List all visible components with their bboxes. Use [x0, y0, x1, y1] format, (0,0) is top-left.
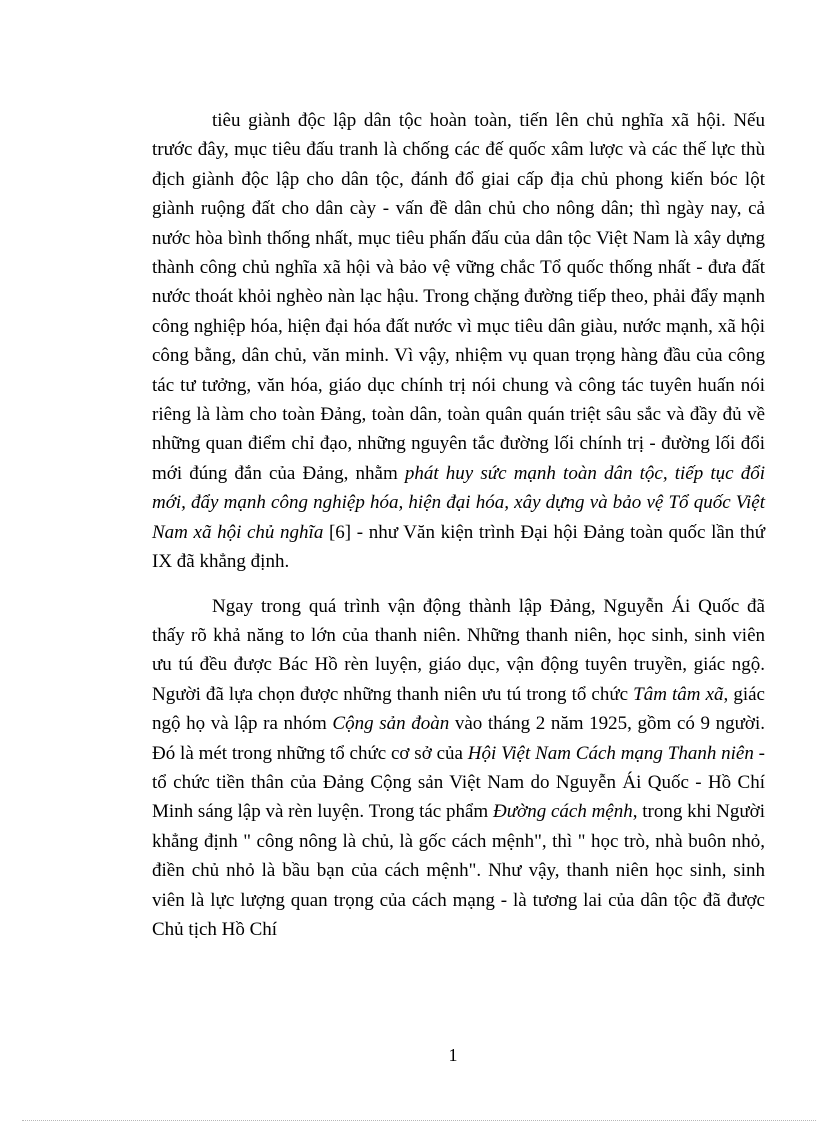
text-run: , trong khi Người khẳng định " công nông là chủ, là gốc cách mệnh", thì " học trò, nhà buôn nhỏ, điền chủ nhỏ là bầu bạn của cách mệnh". Như vậy, thanh niên học sinh, sinh viên là lực lượng quan trọng của cách mạng - là tương lai của dân tộc đã được Chủ tịch Hồ Chí — [152, 801, 765, 940]
text-run: vào tháng 2 năm 1925, gồm có 9 người. Đó là mét trong những tổ chức cơ sở của — [152, 713, 765, 764]
page-bottom-rule — [22, 1120, 816, 1121]
text-run: - tổ chức tiền thân của Đảng Cộng sản Việt Nam do Nguyễn Ái Quốc - Hồ Chí Minh sáng lập và rèn luyện. Trong tác phẩm — [152, 742, 766, 823]
text-run: Ngay trong quá trình vận động thành lập Đảng, Nguyễn Ái Quốc đã thấy rõ khả năng to lớn của thanh niên. Những thanh niên, học sinh, sinh viên ưu tú đều được Bác Hồ rèn luyện, giáo dục, vận động tuyên truyền, giác ngộ. Người đã lựa chọn được những thanh niên ưu tú trong tổ chức — [152, 595, 765, 705]
text-run: , giác ngộ họ và lập ra nhóm — [152, 683, 765, 735]
text-run: tiêu giành độc lập dân tộc hoàn toàn, tiến lên chủ nghĩa xã hội. Nếu trước đây, mục tiêu đấu tranh là chống các đế quốc xâm lược và các thế lực thù địch giành độc lập cho dân tộc, đánh đổ giai cấp địa chủ phong kiến bóc lột giành ruộng đất cho dân cày - vấn đề dân chủ cho nông dân; thì ngày nay, cả nước hòa bình thống nhất, mục tiêu phấn đấu của dân tộc Việt Nam là xây dựng thành công chủ nghĩa xã hội và bảo vệ vững chắc Tổ quốc thống nhất - đưa đất nước thoát khỏi nghèo nàn lạc hậu. Trong chặng đường tiếp theo, phải đẩy mạnh công nghiệp hóa, hiện đại hóa đất nước vì mục tiêu dân giàu, nước mạnh, xã hội công bằng, dân chủ, văn minh. Vì vậy, nhiệm vụ quan trọng hàng đầu của công tác tư tưởng, văn hóa, giáo dục chính trị nói chung và công tác tuyên huấn nói riêng là làm cho toàn Đảng, toàn dân, toàn quân quán triệt sâu sắc và đầy đủ về những quan điểm chỉ đạo, những nguyên tắc đường lối chính trị - đường lối đổi mới đúng đắn của Đảng, nhằm — [152, 110, 765, 484]
paragraph — [152, 592, 765, 945]
italic-term: Cộng sản đoàn — [332, 713, 450, 735]
italic-term: Tâm tâm xã — [633, 683, 724, 705]
paragraph — [152, 106, 765, 577]
italic-term: Hội Việt Nam Cách mạng Thanh niên — [467, 742, 754, 764]
italic-quote: phát huy sức mạnh toàn dân tộc, tiếp tục đổi mới, đẩy mạnh công nghiệp hóa, hiện đại hóa, xây dựng và bảo vệ Tổ quốc Việt Nam xã hội chủ nghĩa — [152, 462, 765, 543]
page-number: 1 — [448, 1045, 458, 1065]
text-run: [6] - như Văn kiện trình Đại hội Đảng toàn quốc lần thứ IX đã khẳng định. — [152, 521, 765, 573]
body-text — [152, 106, 765, 944]
italic-title: Đường cách mệnh — [492, 801, 633, 823]
